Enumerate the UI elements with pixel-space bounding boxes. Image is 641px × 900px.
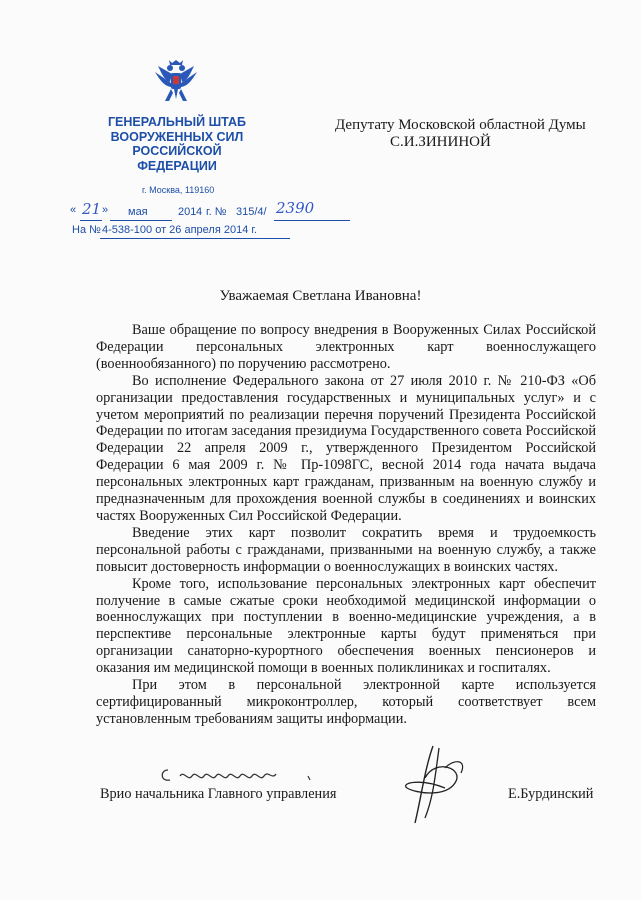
registration-line <box>70 199 360 220</box>
date-month: мая <box>128 206 148 218</box>
number-label: г. № <box>206 206 227 218</box>
body-paragraph: Кроме того, использование персональных электронных карт обеспечит получение в самые сжатые сроки необходимой медицинской информации о военнослужащих при поступлении в военно-медицинские учреждения, а в перспективе персональные электронные карты будут применяться при организации санаторно-курортного обеспечения военных пенсионеров и оказания им медицинской помощи в военных поликлиниках и госпиталях. <box>96 575 596 677</box>
addressee-title: Депутату Московской областной Думы <box>335 117 586 133</box>
date-year-suffix: 4 <box>196 206 203 218</box>
signatory-name: Е.Бурдинский <box>508 786 594 802</box>
outgoing-number-handwritten: 2390 <box>276 199 315 217</box>
date-day: 21 <box>82 200 102 218</box>
month-underline <box>110 220 172 221</box>
city-address: г. Москва, 119160 <box>142 185 215 195</box>
addressee-block <box>335 117 595 151</box>
body-paragraph: При этом в персональной электронной карте используется сертифицированный микроконтроллер, который соответствует всем установленным требованиям защиты информации. <box>96 677 596 727</box>
reference-prefix: На № <box>72 224 101 236</box>
body-paragraph: Введение этих карт позволит сократить время и трудоемкость персональной работы с гражданами, призванными на военную службу, а также повысит достоверность информации о военнослужащих в воинских частях. <box>96 524 596 575</box>
letter-body <box>96 322 596 728</box>
double-headed-eagle-emblem-icon <box>154 56 198 106</box>
date-year-prefix: 201 <box>178 206 197 218</box>
organization-header <box>94 115 260 173</box>
day-underline <box>80 220 102 221</box>
handwritten-signature <box>395 738 485 828</box>
greeting: Уважаемая Светлана Ивановна! <box>219 288 422 304</box>
org-line: РОССИЙСКОЙ ФЕДЕРАЦИИ <box>132 144 222 173</box>
handwritten-regards <box>158 758 318 788</box>
org-line: ВООРУЖЕННЫХ СИЛ <box>110 129 244 144</box>
reference-value: 4-538-100 от 26 апреля 2014 г. <box>102 224 258 236</box>
reference-underline <box>100 238 290 239</box>
outgoing-number: 315/4/ <box>236 206 267 218</box>
addressee-name: С.И.ЗИНИНОЙ <box>390 134 491 150</box>
org-line: ГЕНЕРАЛЬНЫЙ ШТАБ <box>107 115 247 129</box>
reference-line <box>72 224 362 240</box>
number-underline <box>274 220 350 221</box>
date-quote-close: » <box>102 204 109 216</box>
date-quote-open: « <box>70 204 77 216</box>
signatory-position: Врио начальника Главного управления <box>100 786 337 802</box>
body-paragraph: Во исполнение Федерального закона от 27 июля 2010 г. № 210-ФЗ «Об организации предоставления государственных и муниципальных услуг» и с учетом мероприятий по реализации перечня поручений Президента Российской Федерации по итогам заседания президиума Государственного совета Российской Федерации 22 апреля 2009 г., утвержденного Президентом Российской Федерации 6 мая 2009 г. № Пр-1098ГС, весной 2014 года начата выдача персональных электронных карт гражданам, призванным на военную службу и предназначенным для прохождения военной службы в соединениях и воинских частях Вооруженных Сил Российской Федерации. <box>96 372 596 524</box>
body-paragraph: Ваше обращение по вопросу внедрения в Вооруженных Силах Российской Федерации персональных электронных карт военнослужащего (военнообязанного) по поручению рассмотрено. <box>96 322 596 372</box>
